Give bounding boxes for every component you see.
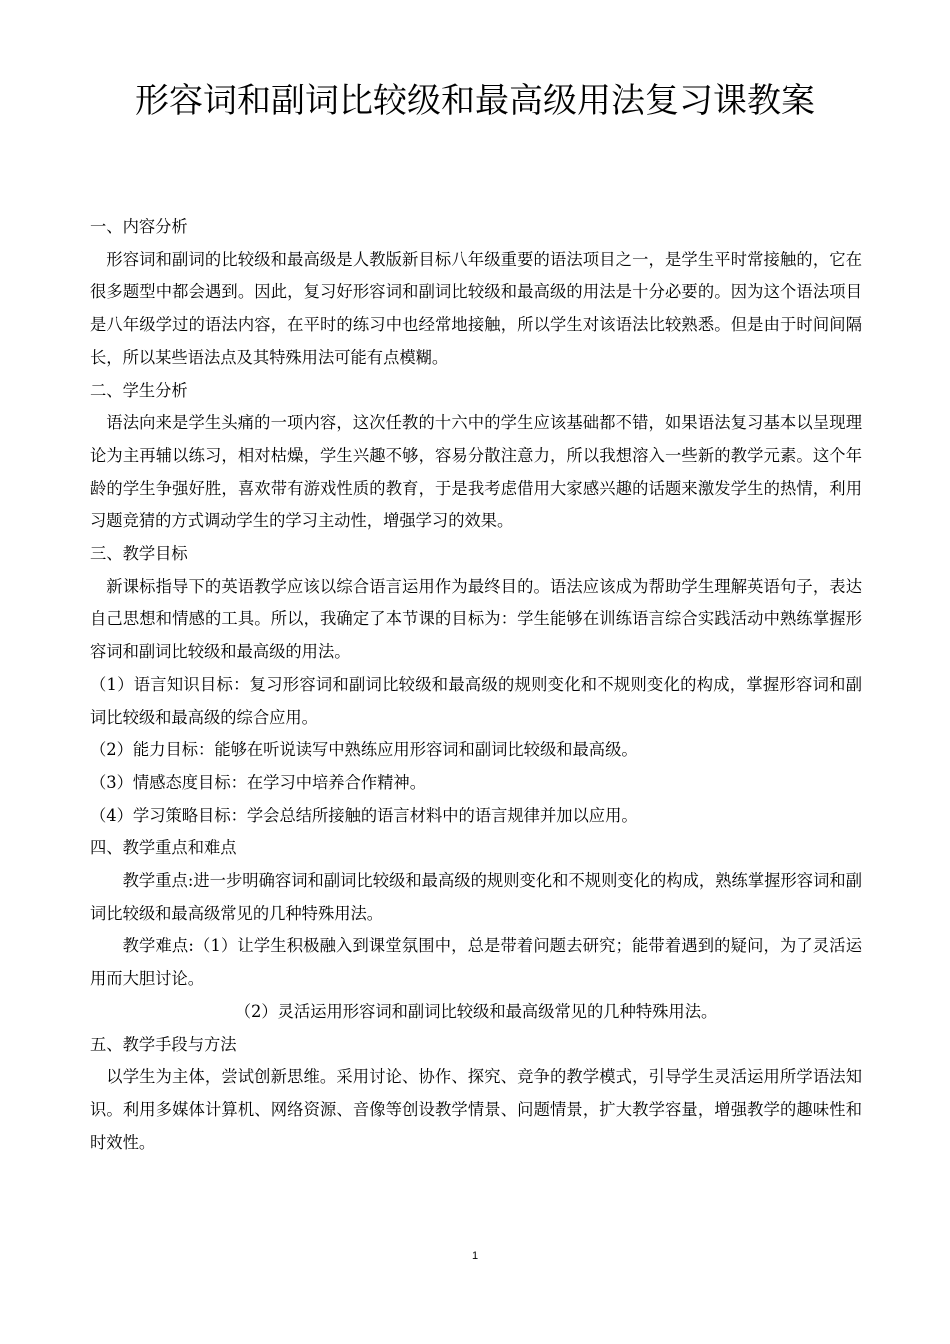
paragraph: 新课标指导下的英语教学应该以综合语言运用作为最终目的。语法应该成为帮助学生理解英语句子，表达自己思想和情感的工具。所以，我确定了本节课的目标为：学生能够在训练语言综合实践活动中熟练掌握形容词和副词比较级和最高级的用法。 bbox=[90, 576, 862, 662]
goal-item: （4）学习策略目标：学会总结所接触的语言材料中的语言规律并加以应用。 bbox=[90, 805, 638, 825]
document-body bbox=[90, 211, 862, 1159]
difficulty-paragraph: 教学难点:（1）让学生积极融入到课堂氛围中，总是带着问题去研究；能带着遇到的疑问，为了灵活运用而大胆讨论。 bbox=[90, 936, 862, 989]
goal-item: （3）情感态度目标：在学习中培养合作精神。 bbox=[90, 772, 426, 792]
section-heading: 三、教学目标 bbox=[90, 544, 188, 564]
goal-item: （1）语言知识目标：复习形容词和副词比较级和最高级的规则变化和不规则变化的构成，掌握形容词和副词比较级和最高级的综合应用。 bbox=[90, 674, 862, 727]
key-point-paragraph: 教学重点:进一步明确容词和副词比较级和最高级的规则变化和不规则变化的构成，熟练掌握形容词和副词比较级和最高级常见的几种特殊用法。 bbox=[90, 871, 862, 923]
paragraph: 以学生为主体，尝试创新思维。采用讨论、协作、探究、竞争的教学模式，引导学生灵活运用所学语法知识。利用多媒体计算机、网络资源、音像等创设教学情景、问题情景，扩大教学容量，增强教学的趣味性和时效性。 bbox=[90, 1067, 862, 1152]
section-heading: 五、教学手段与方法 bbox=[90, 1034, 237, 1054]
section-heading: 四、教学重点和难点 bbox=[90, 838, 237, 858]
difficulty-paragraph-2: （2）灵活运用形容词和副词比较级和最高级常见的几种特殊用法。 bbox=[234, 1001, 718, 1021]
section-heading: 一、内容分析 bbox=[90, 217, 188, 236]
goal-item: （2）能力目标：能够在听说读写中熟练应用形容词和副词比较级和最高级。 bbox=[90, 740, 638, 760]
document-title: 形容词和副词比较级和最高级用法复习课教案 bbox=[135, 81, 815, 121]
section-heading: 二、学生分析 bbox=[90, 380, 188, 400]
page-number: 1 bbox=[471, 1250, 479, 1262]
paragraph: 语法向来是学生头痛的一项内容，这次任教的十六中的学生应该基础都不错，如果语法复习基本以呈现理论为主再辅以练习，相对枯燥，学生兴趣不够，容易分散注意力，所以我想溶入一些新的教学元素。这个年龄的学生争强好胜，喜欢带有游戏性质的教育，于是我考虑借用大家感兴趣的话题来激发学生的热情，利用习题竞猜的方式调动学生的学习主动性，增强学习的效果。 bbox=[90, 413, 862, 531]
paragraph: 形容词和副词的比较级和最高级是人教版新目标八年级重要的语法项目之一，是学生平时常接触的，它在很多题型中都会遇到。因此，复习好形容词和副词比较级和最高级的用法是十分必要的。因为这个语法项目是八年级学过的语法内容，在平时的练习中也经常地接触，所以学生对该语法比较熟悉。但是由于时间间隔长，所以某些语法点及其特殊用法可能有点模糊。 bbox=[90, 249, 862, 367]
